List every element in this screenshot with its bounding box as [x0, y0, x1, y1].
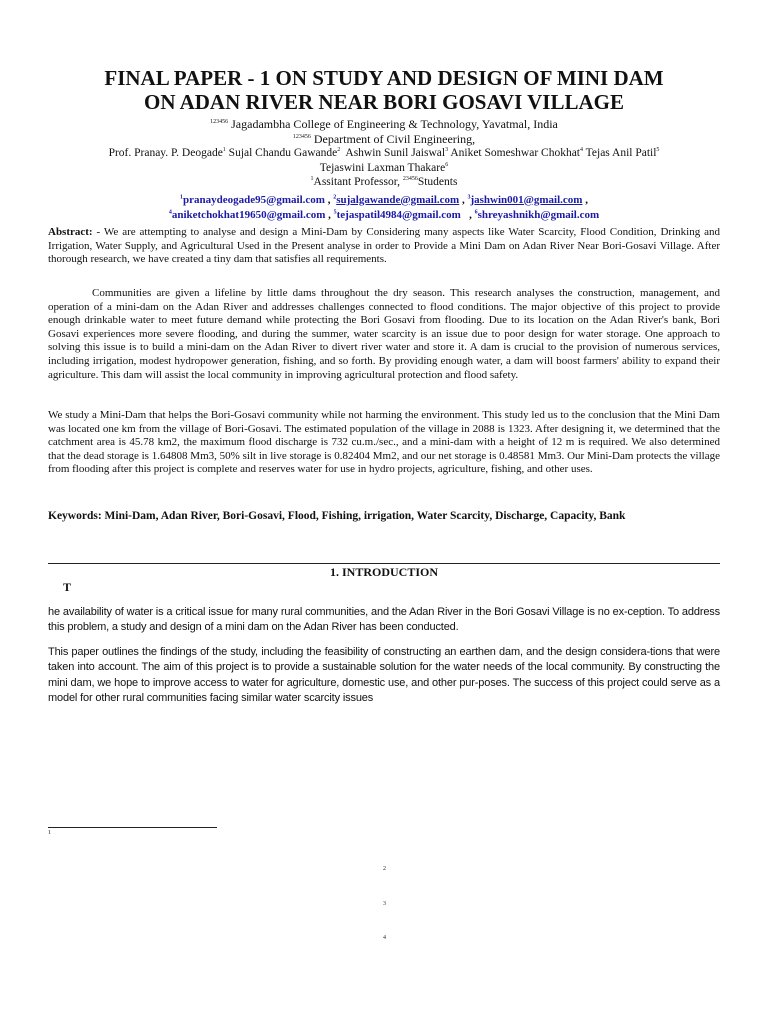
intro-paragraph-1: he availability of water is a critical issue for many rural communities, and the Adan River in the Bori Gosavi Village is no ex-ception. To address this problem, a study and design of a mini dam on the Adan River has been conducted. — [48, 606, 720, 634]
author-sup: 1 — [222, 147, 226, 154]
abstract-label: Abstract: — [48, 226, 93, 238]
drop-cap: T — [63, 580, 72, 594]
intro-paragraph-2: This paper outlines the findings of the study, including the feasibility of constructing an earthen dam, and the design considera-tions that were taken into account. The aim of this project is to provide a sustainable solution for the water needs of the local community. By constructing the mini dam, we hope to improve access to water for agriculture, domestic use, and other pur-poses. The success of this project could serve as a model for other rural communities facing similar water scarcity issues — [48, 646, 720, 704]
footnote-divider — [48, 827, 217, 828]
author-roles — [0, 175, 768, 190]
footnote-marker: 3 — [383, 901, 386, 907]
author-sup: 3 — [445, 147, 449, 154]
college-name: Jagadambha College of Engineering & Technology, Yavatmal, India — [231, 117, 558, 131]
email-sup: 6 — [474, 208, 478, 215]
email-line-2: $^4$aniketchokhat19650@gmail.com , $^5$tejaspatil4984@gmail.com , $^6$shreyashnikh@gmail.com — [168, 208, 600, 221]
section-heading-introduction: 1. INTRODUCTION — [329, 565, 438, 579]
email-link[interactable]: shreyashnikh@gmail.com — [477, 208, 600, 221]
role-sup: 23456 — [402, 176, 418, 183]
email-link[interactable]: aniketchokhat19650@gmail.com — [171, 208, 326, 221]
abstract — [48, 226, 720, 267]
email-link[interactable]: pranaydeogade95@gmail.com — [183, 193, 325, 206]
affiliation-department — [0, 132, 768, 147]
role-professor: Assitant Professor, — [313, 176, 403, 188]
email-sup: 3 — [467, 193, 471, 200]
author-sup: 5 — [656, 147, 660, 154]
abstract-paragraph-1: Communities are given a lifeline by little dams throughout the dry season. This research analyses the construction, management, and operation of a mini-dam on the Adan River and addresses challenges connected to flood conditions. The major objective of this project to provide enough drinkable water to meet future demand while protecting the Bori Gosavi from flooding. Due to its location on the Adan River's bank, Bori Gosavi experiences more severe flooding, and during the summer, water scarcity is an issue due to poor design for water storage. One approach to solving this issue is to build a mini-dam on the Adan River to divert river water and store it. A dam is crucial to the provision of numerous services, including irrigation, modest hydropower generation, fishing, and so forth. By providing enough water, a dam will boost farmers' ability to expand their agriculture. This dam will assist the local community in improving agricultural protection and flood safety. — [48, 287, 720, 381]
affiliation-sup: 123456 — [210, 119, 229, 125]
affiliation-college — [0, 117, 768, 132]
email-line-1: $^1$pranaydeogade95@gmail.com , $^2$sujalgawande@gmail.com , $^3$jashwin001@gmail.com , — [180, 193, 588, 206]
author-sup: 2 — [337, 147, 341, 154]
author: Prof. Pranay. P. Deogade — [108, 147, 223, 159]
author-sup: 6 — [445, 161, 449, 168]
paper-title — [0, 0, 768, 114]
email-sup: 1 — [180, 193, 184, 200]
author: Sujal Chandu Gawande — [228, 147, 338, 159]
email-sup: 5 — [333, 208, 337, 215]
section-divider — [48, 563, 720, 564]
author-list — [0, 146, 768, 161]
affiliation-sup: 123456 — [292, 133, 311, 140]
author-sup: 4 — [580, 147, 583, 154]
email-link[interactable]: jashwin001@gmail.com — [470, 193, 583, 206]
email-link[interactable]: sujalgawande@gmail.com — [336, 193, 460, 206]
author: Tejaswini Laxman Thakare — [319, 161, 446, 174]
email-sup: 2 — [333, 193, 337, 200]
email-link[interactable]: tejaspatil4984@gmail.com — [336, 208, 461, 221]
footnote-marker: 2 — [383, 866, 386, 872]
footnote-marker: 4 — [383, 935, 386, 941]
abstract-paragraph-2: We study a Mini-Dam that helps the Bori-Gosavi community while not harming the environment. This study led us to the conclusion that the Mini Dam was located one km from the village of Bori-Gosavi. The estimated population of the village in 2088 is 1323. After designing it, we determined that the catchment area is 45.78 km2, the maximum flood discharge is 732 cu.m./sec., and a mini-dam with a height of 12 m is required. We also determined that the dead storage is 1.64808 Mm3, 50% silt in live storage is 0.82404 Mm2, and our net storage is 0.48581 Mm3. Our Mini-Dam protects the village from flooding after this project is complete and reserves water for use in hydro projects, agriculture, fishing, and other uses. — [48, 409, 720, 476]
role-students: Students — [417, 176, 458, 188]
author-list-line-2 — [0, 161, 768, 176]
department-name: Department of Civil Engineering, — [313, 131, 476, 146]
title-line-1: FINAL PAPER - 1 ON STUDY AND DESIGN OF MINI DAM — [104, 66, 664, 90]
title-line-2: ON ADAN RIVER NEAR BORI GOSAVI VILLAGE — [144, 90, 624, 114]
author: Tejas Anil Patil — [585, 147, 657, 159]
footnote-marker: 1 — [48, 830, 51, 836]
keywords: Keywords: Mini-Dam, Adan River, Bori-Gosavi, Flood, Fishing, irrigation, Water Scarcity, Discharge, Capacity, Bank — [48, 510, 626, 522]
author: Ashwin Sunil Jaiswal — [345, 147, 446, 159]
abstract-text: - We are attempting to analyse and design a Mini-Dam by Considering many aspects like Water Scarcity, Flood Condition, Drinking and Irrigation, Water Supply, and Agricultural Used in the Present analyse in order to Provide a Mini Dam on Adan River Near Bori-Gosavi Village. After thorough research, we have created a tiny dam that satisfies all requirements. — [48, 226, 720, 266]
author: Aniket Someshwar Chokhat — [450, 147, 580, 159]
role-sup: 1 — [310, 176, 314, 183]
email-sup: 4 — [168, 208, 172, 215]
